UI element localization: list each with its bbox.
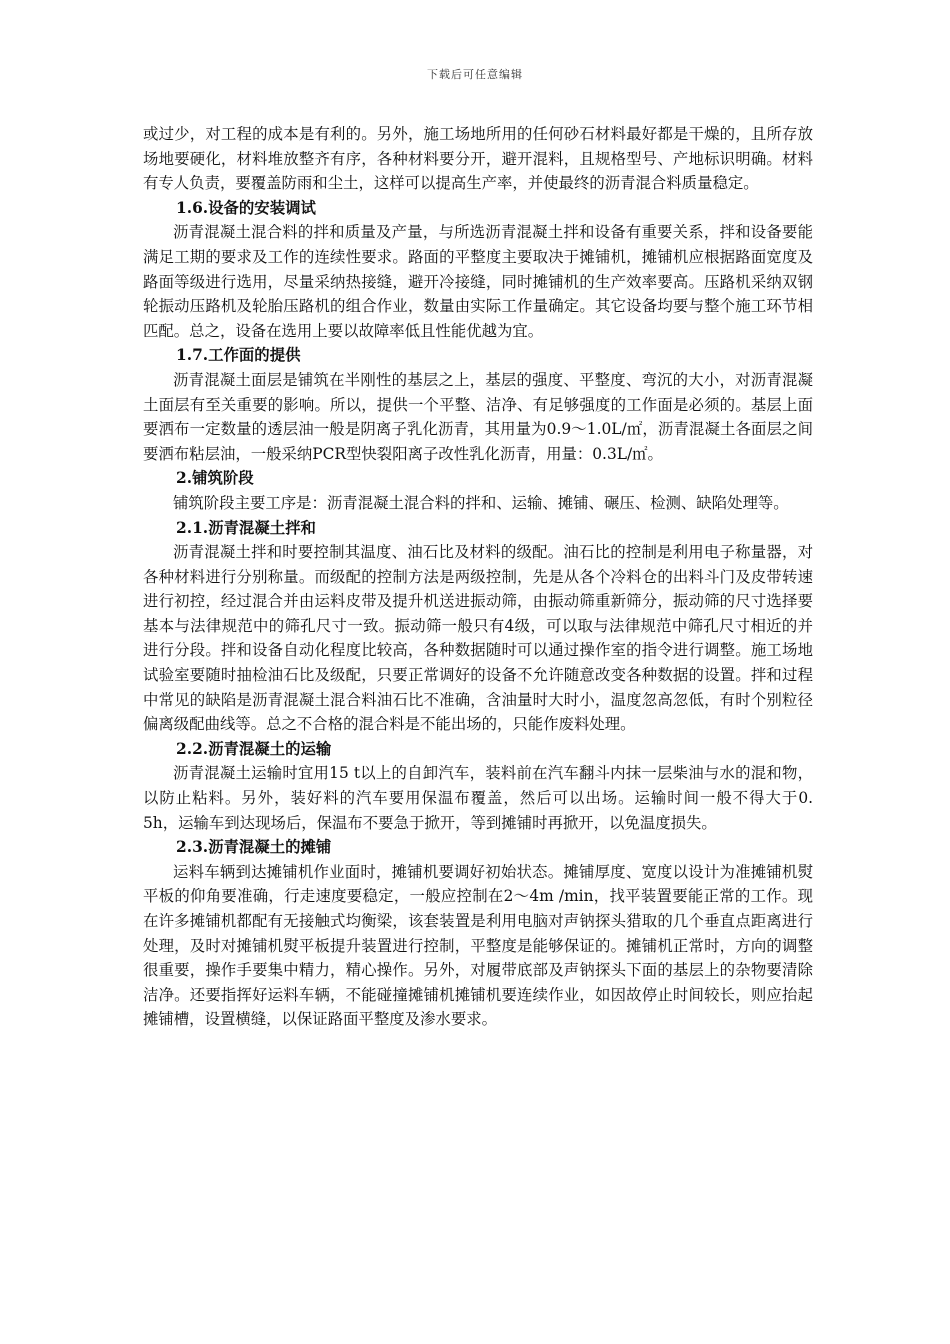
paragraph-2-3: 运料车辆到达摊铺机作业面时，摊铺机要调好初始状态。摊铺厚度、宽度以设计为准摊铺机熨平板的仰角要准确，行走速度要稳定，一般应控制在2～4m /min，找平装置要能正常的工作。现在许多摊铺机都配有无接触式均衡梁，该套装置是利用电脑对声钠探头猎取的几个垂直点距离进行处理，及时对摊铺机熨平板提升装置进行控制，平整度是能够保证的。摊铺机正常时，方向的调整很重要，操作手要集中精力，精心操作。另外，对履带底部及声钠探头下面的基层上的杂物要清除洁净。还要指挥好运料车辆，不能碰撞摊铺机摊铺机要连续作业，如因故停止时间较长，则应抬起摊铺槽，设置横缝，以保证路面平整度及渗水要求。: [143, 862, 813, 1029]
paragraph-1-7: 沥青混凝土面层是铺筑在半刚性的基层之上，基层的强度、平整度、弯沉的大小，对沥青混凝土面层有至关重要的影响。所以，提供一个平整、洁净、有足够强度的工作面是必须的。基层上面要洒布一定数量的透层油一般是阴离子乳化沥青，其用量为0.9～1.0L/㎡，沥青混凝土各面层之间要洒布粘层油，一般采纳PCR型快裂阳离子改性乳化沥青，用量：0.3L/㎡。: [143, 370, 813, 463]
page-header: 下载后可任意编辑: [427, 68, 523, 81]
document-body: [143, 122, 813, 1032]
heading-1-6: 1.6.设备的安装调试: [176, 198, 316, 217]
heading-2-1: 2.1.沥青混凝土拌和: [176, 518, 316, 537]
paragraph-2-1: 沥青混凝土拌和时要控制其温度、油石比及材料的级配。油石比的控制是利用电子称量器，对各种材料进行分别称量。而级配的控制方法是两级控制，先是从各个冷料仓的出料斗门及皮带转速进行初控，经过混合并由运料皮带及提升机送进振动筛，由振动筛重新筛分，振动筛的尺寸选择要基本与法律规范中的筛孔尺寸一致。振动筛一般只有4级，可以取与法律规范中筛孔尺寸相近的并进行分段。拌和设备自动化程度比较高，各种数据随时可以通过操作室的指令进行调整。施工场地试验室要随时抽检油石比及级配，只要正常调好的设备不允许随意改变各种数据的设置。拌和过程中常见的缺陷是沥青混凝土混合料油石比不准确，含油量时大时小，温度忽高忽低，有时个别粒径偏离级配曲线等。总之不合格的混合料是不能出场的，只能作废料处理。: [143, 543, 813, 734]
heading-2-2: 2.2.沥青混凝土的运输: [176, 739, 332, 758]
paragraph-2: 铺筑阶段主要工序是：沥青混凝土混合料的拌和、运输、摊铺、碾压、检测、缺陷处理等。: [173, 493, 789, 512]
heading-2-3: 2.3.沥青混凝土的摊铺: [176, 838, 332, 857]
heading-1-7: 1.7.工作面的提供: [176, 346, 301, 365]
paragraph-2-2: 沥青混凝土运输时宜用15 t以上的自卸汽车，装料前在汽车翻斗内抹一层柴油与水的混和物，以防止粘料。另外，装好料的汽车要用保温布覆盖，然后可以出场。运输时间一般不得大于0. 5h，运输车到达现场后，保温布不要急于掀开，等到摊铺时再掀开，以免温度损失。: [143, 764, 813, 832]
paragraph-1-6: 沥青混凝土混合料的拌和质量及产量，与所选沥青混凝土拌和设备有重要关系，拌和设备要能满足工期的要求及工作的连续性要求。路面的平整度主要取决于摊铺机，摊铺机应根据路面宽度及路面等级进行选用，尽量采纳热接缝，避开冷接缝，同时摊铺机的生产效率要高。压路机采纳双钢轮振动压路机及轮胎压路机的组合作业，数量由实际工作量确定。其它设备均要与整个施工环节相匹配。总之，设备在选用上要以故障率低且性能优越为宜。: [143, 223, 813, 340]
paragraph-intro: 或过少，对工程的成本是有利的。另外，施工场地所用的任何砂石材料最好都是干燥的，且所存放场地要硬化，材料堆放整齐有序，各种材料要分开，避开混料，且规格型号、产地标识明确。材料有专人负责，要覆盖防雨和尘土，这样可以提高生产率，并使最终的沥青混合料质量稳定。: [143, 125, 813, 193]
heading-2: 2.铺筑阶段: [176, 469, 254, 488]
